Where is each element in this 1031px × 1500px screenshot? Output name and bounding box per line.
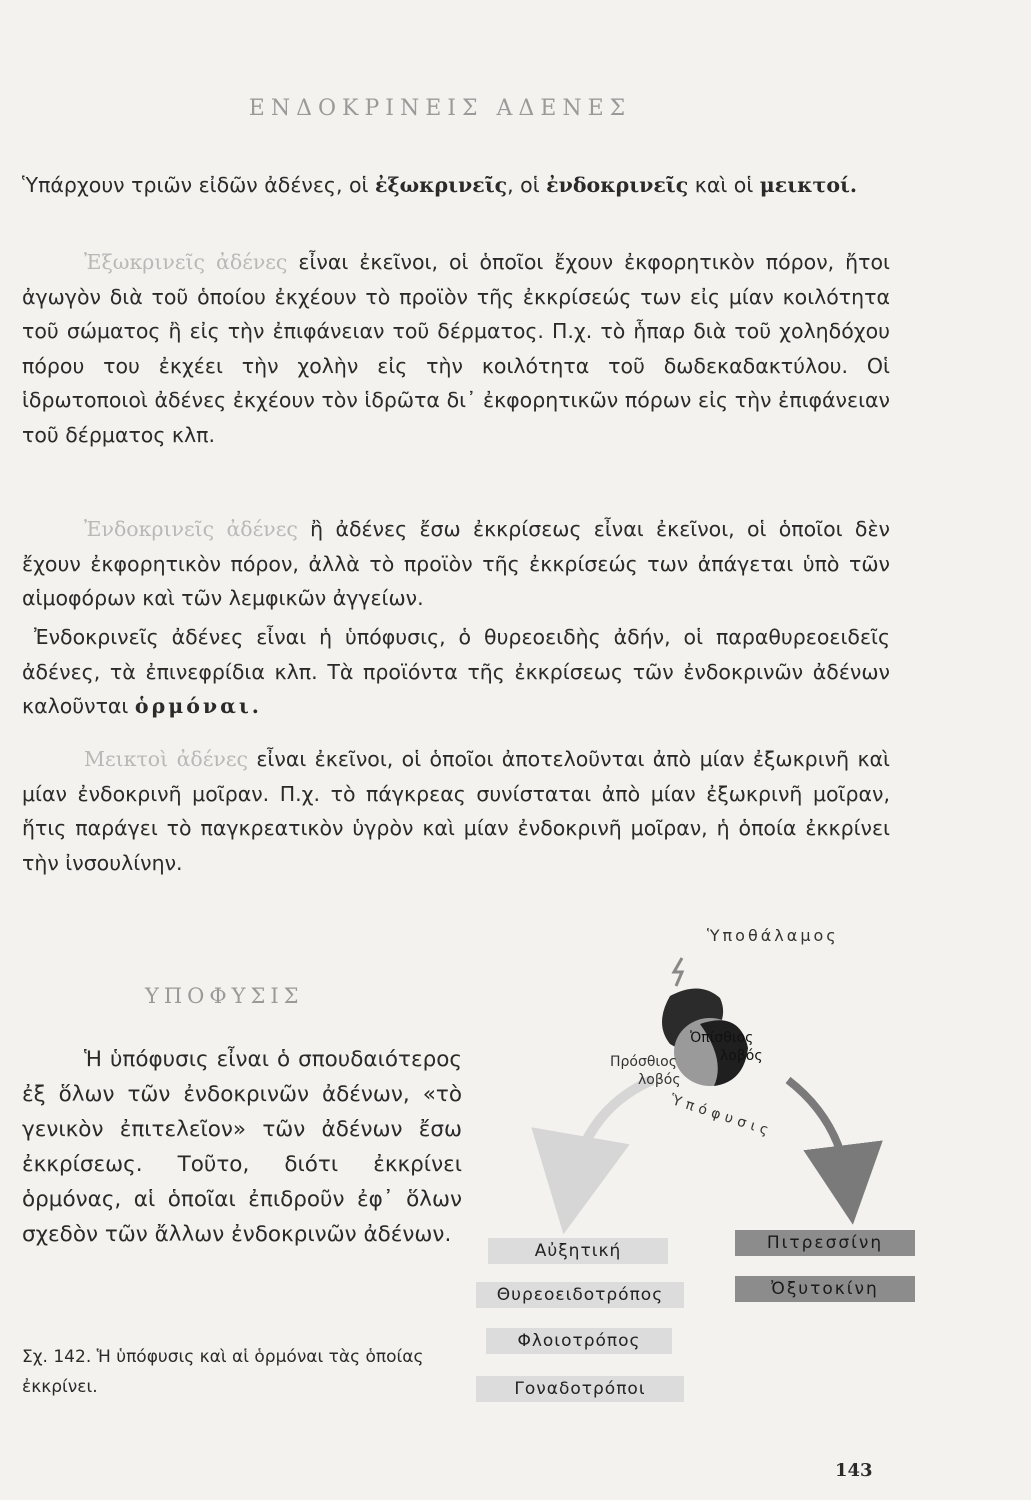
hypothalamus-label: Ὑποθάλαμος [707,926,839,945]
endocrine-lead: Ἐνδοκρινεῖς ἀδένες [84,517,298,541]
exocrine-text: εἶναι ἐκεῖνοι, οἱ ὁποῖοι ἔχουν ἐκφορητικὸν πόρον, ἤτοι ἀγωγὸν διὰ τοῦ ὁποίου ἐκχέουν τὸ προϊὸν τῆς ἐκκρίσεώς των εἰς μίαν κοιλότητα τοῦ σώματος ἢ εἰς τὴν ἐπιφάνειαν τοῦ δέρματος. Π.χ. τὸ ἧπαρ διὰ τοῦ χοληδόχου πόρου του ἐκχέει τὴν χολὴν εἰς τὴν κοιλότητα τοῦ δωδεκαδακτύλου. Οἱ ἱδρωτοποιοὶ ἀδένες ἐκχέουν τὸν ἱδρῶτα δι᾿ ἐκφορητικῶν πόρων εἰς τὴν ἐπιφάνειαν τοῦ δέρματος κλπ. [22,250,890,447]
pituitary-diagram [530,940,890,1240]
intro-paragraph: Ὑπάρχουν τριῶν εἰδῶν ἀδένες, οἱ ἐξωκρινεῖς, οἱ ἐνδοκρινεῖς καὶ οἱ μεικτοί. [22,173,858,197]
anterior-lobe-label-2: λοβός [638,1072,681,1088]
figure-caption: Σχ. 142. Ἡ ὑπόφυσις καὶ αἱ ὁρμόναι τὰς ὁποίας ἐκκρίνει. [22,1347,424,1397]
page-number: 143 [835,1460,873,1481]
mixed-text: εἶναι ἐκεῖνοι, οἱ ὁποῖοι ἀποτελοῦνται ἀπὸ μίαν ἐξωκρινῆ καὶ μίαν ἐνδοκρινῆ μοῖραν. Π.χ. τὸ πάγκρεας συνίσταται ἀπὸ μίαν ἐξωκρινῆ μοῖραν, ἥτις παράγει τὸ παγκρεατικὸν ὑγρὸν καὶ μίαν ἐνδοκρινῆ μοῖραν, ἡ ὁποία ἐκκρίνει τὴν ἰνσουλίνην. [22,747,890,875]
anterior-arrow [572,1080,652,1185]
hormone-thyrotropic: Θυρεοειδοτρόπος [476,1282,684,1308]
exocrine-paragraph [22,245,890,452]
posterior-arrow [788,1080,848,1185]
hormone-oxytocin: Ὀξυτοκίνη [735,1276,915,1302]
endocrine-paragraph [22,512,890,616]
term-endocrine: ἐνδοκρινεῖς [546,173,689,197]
posterior-lobe-label-1: Ὀπίσθιος [690,1030,754,1046]
hormone-growth: Αὐξητική [488,1238,668,1264]
lightning-icon [674,958,682,986]
term-mixed: μεικτοί. [759,173,858,197]
section-heading: ΕΝΔΟΚΡΙΝΕΙΣ ΑΔΕΝΕΣ [248,96,632,121]
term-exocrine: ἐξωκρινεῖς [375,173,508,197]
exocrine-lead: Ἐξωκρινεῖς ἀδένες [84,250,288,274]
term-hormones: ὁρμόναι. [134,694,262,718]
posterior-lobe-label-2: λοβός [720,1048,763,1064]
endocrine-examples-paragraph [22,620,890,724]
hormone-pitressin: Πιτρεσσίνη [735,1230,915,1256]
endocrine-text: ἢ ἀδένες ἔσω ἐκκρίσεως εἶναι ἐκεῖνοι, οἱ ὁποῖοι δὲν ἔχουν ἐκφορητικὸν πόρον, ἀλλὰ τὸ προϊὸν τῆς ἐκκρίσεώς των ἀπάγεται ὑπὸ τῶν αἱμοφόρων καὶ τῶν λεμφικῶν ἀγγείων. [22,517,890,610]
mixed-lead: Μεικτοὶ ἀδένες [84,747,248,771]
pituitary-paragraph: Ἡ ὑπόφυσις εἶναι ὁ σπουδαιότερος ἐξ ὅλων τῶν ἐνδοκρινῶν ἀδένων, «τὸ γενικὸν ἐπιτελεῖον» τῶν ἀδένων ἔσω ἐκκρίσεως. Τοῦτο, διότι ἐκκρίνει ὁρμόνας, αἱ ὁποῖαι ἐπιδροῦν ἐφ᾿ ὅλων σχεδὸν τῶν ἄλλων ἐνδοκρινῶν ἀδένων. [22,1047,462,1247]
hormone-corticotropic: Φλοιοτρόπος [486,1328,672,1354]
hormone-gonadotropic: Γοναδοτρόποι [476,1376,684,1402]
hypophysis-label: Ὑπόφυσις [668,1091,775,1141]
mixed-paragraph [22,742,890,880]
pituitary-heading: ΥΠΟΦΥΣΙΣ [145,984,304,1008]
endocrine-examples-text: Ἐνδοκρινεῖς ἀδένες εἶναι ἡ ὑπόφυσις, ὁ θυρεοειδὴς ἀδήν, οἱ παραθυρεοειδεῖς ἀδένες, τὰ ἐπινεφρίδια κλπ. Τὰ προϊόντα τῆς ἐκκρίσεως τῶν ἐνδοκρινῶν ἀδένων καλοῦνται [22,625,890,718]
anterior-lobe-label-1: Πρόσθιος [610,1054,677,1070]
